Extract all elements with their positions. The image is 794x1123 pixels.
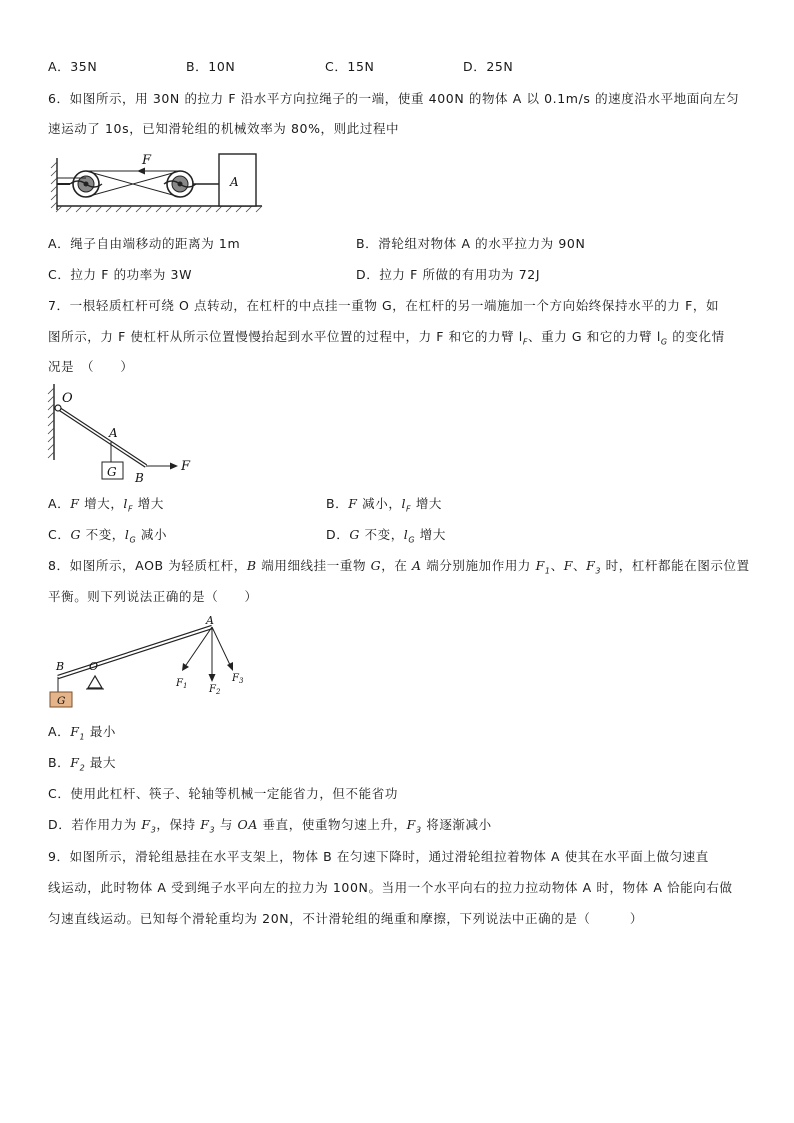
q7-fig-label-o: O xyxy=(62,391,73,406)
q8-fig-label-f3-sub: 3 xyxy=(238,677,244,685)
q5-option-b: B．10N xyxy=(186,59,236,74)
q7-fig-label-b: B xyxy=(135,471,144,485)
q8-fig-label-a: A xyxy=(206,614,214,627)
q6-option-b: B．滑轮组对物体 A 的水平拉力为 90N xyxy=(356,236,586,251)
q7-fig-label-f: F xyxy=(181,459,191,474)
q6-option-a: A．绳子自由端移动的距离为 1m xyxy=(48,236,241,251)
q5-option-a: A．35N xyxy=(48,59,98,74)
q7-option-b: B．F 减小，$l_F$ 增大 xyxy=(326,496,443,514)
q6-stem-line-1: 6．如图所示，用 30N 的拉力 F 沿水平方向拉绳子的一端，使重 400N 的物体 A 以 0.1m/s 的速度沿水平地面向左匀 xyxy=(48,91,740,106)
q7-fig-label-a: A xyxy=(109,426,118,440)
q7-stem-line-3: 况是 （ ） xyxy=(48,359,134,374)
q7-stem-line-2: 图所示，力 F 使杠杆从所示位置慢慢抬起到水平位置的过程中，力 F 和它的力臂 $l_F$、重力 G 和它的力臂 $l_G$ 的变化情 xyxy=(48,329,725,347)
q6-fig-label-a: A xyxy=(230,175,239,189)
q6-stem-line-2: 速运动了 10s，已知滑轮组的机械效率为 80%，则此过程中 xyxy=(48,121,400,136)
q9-stem-line-2: 线运动，此时物体 A 受到绳子水平向左的拉力为 100N。当用一个水平向右的拉力拉动物体 A 时，物体 A 恰能向右做 xyxy=(48,880,733,895)
q5-option-d: D．25N xyxy=(463,59,514,74)
q8-stem-line-1: 8．如图所示，AOB 为轻质杠杆，B 端用细线挂一重物 G，在 A 端分别施加作用力 $F_1$、F、$F_3$ 时，杠杆都能在图示位置 xyxy=(48,558,750,576)
q8-fig-label-f1: F xyxy=(176,678,183,689)
q6-option-d: D．拉力 F 所做的有用功为 72J xyxy=(356,267,541,282)
q7-fig-label-g: G xyxy=(107,465,117,479)
q8-fig-label-b: B xyxy=(56,660,65,673)
q7-option-c: C．G 不变，$l_G$ 减小 xyxy=(48,527,168,545)
q8-fig-label-f3: F xyxy=(232,673,239,684)
svg-text:F1 xyxy=(175,678,187,690)
q6-fig-label-f: F xyxy=(142,153,152,168)
q7-stem-line-1: 7．一根轻质杠杆可绕 O 点转动，在杠杆的中点挂一重物 G，在杠杆的另一端施加一个方向始终保持水平的力 F，如 xyxy=(48,298,720,313)
q6-option-c: C．拉力 F 的功率为 3W xyxy=(48,267,193,282)
q8-fig-label-f2-sub: 2 xyxy=(215,688,221,696)
q8-option-d: D．若作用力为 $F_3$，保持 $F_3$ 与 OA 垂直，使重物匀速上升，$F_3$ 将逐渐减小 xyxy=(48,817,492,835)
q8-stem-line-2: 平衡。则下列说法正确的是（ ） xyxy=(48,589,258,604)
q8-fig-label-g: G xyxy=(57,695,66,707)
q8-fig-label-f2: F xyxy=(209,684,216,695)
q8-option-b: B．$F_2$ 最大 xyxy=(48,755,117,773)
q9-stem-line-3: 匀速直线运动。已知每个滑轮重均为 20N，不计滑轮组的绳重和摩擦，下列说法中正确的是（ ） xyxy=(48,911,643,926)
svg-text:F2 xyxy=(208,684,221,696)
q7-option-a: A．F 增大，$l_F$ 增大 xyxy=(48,496,165,514)
svg-text:F3 xyxy=(231,673,244,685)
q8-fig-label-o: O xyxy=(89,660,99,673)
q8-fig-label-f1-sub: 1 xyxy=(182,682,188,690)
q7-option-d: D．G 不变，$l_G$ 增大 xyxy=(326,527,446,545)
q9-stem-line-1: 9．如图所示，滑轮组悬挂在水平支架上，物体 B 在匀速下降时，通过滑轮组拉着物体 A 使其在水平面上做匀速直 xyxy=(48,849,709,864)
q5-option-c: C．15N xyxy=(325,59,375,74)
q8-option-c: C．使用此杠杆、筷子、轮轴等机械一定能省力，但不能省功 xyxy=(48,786,398,801)
q8-option-a: A．$F_1$ 最小 xyxy=(48,724,117,742)
